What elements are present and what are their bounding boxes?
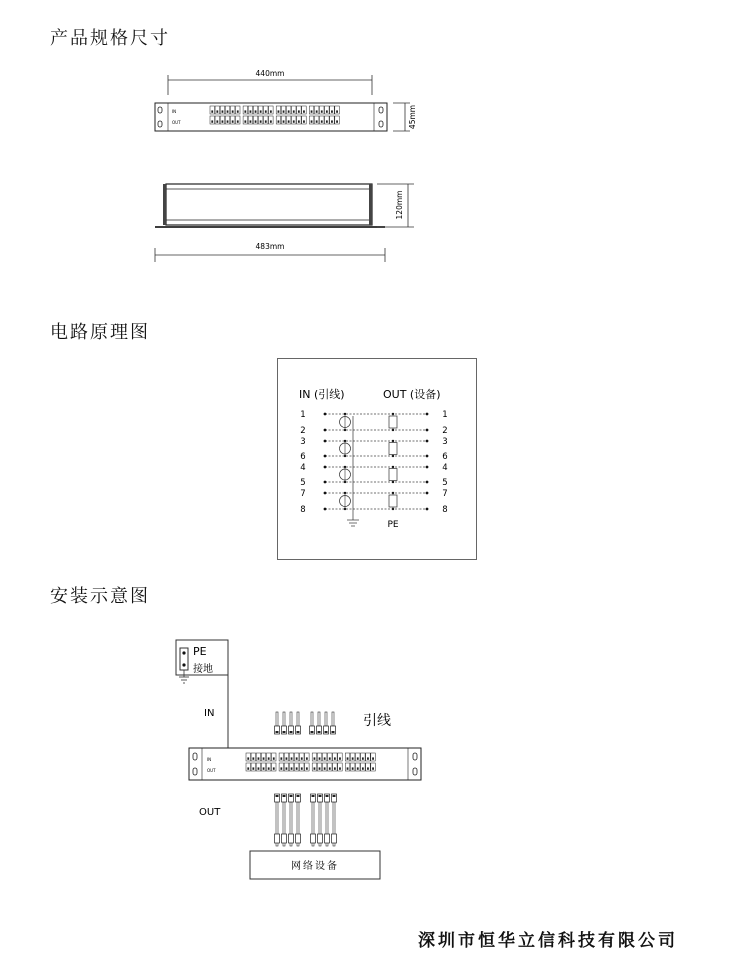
patch-cable	[276, 712, 278, 726]
rj45-plug	[289, 834, 294, 843]
rj45-port-tab	[255, 120, 257, 122]
patch-cable	[290, 712, 292, 726]
circuit-pe-label: PE	[387, 520, 399, 530]
rj45-port-tab	[286, 757, 288, 759]
rj45-port-tab	[296, 767, 298, 769]
front-out-label: OUT	[172, 120, 181, 125]
rj45-port-tab	[314, 757, 316, 759]
company-name: 深圳市恒华立信科技有限公司	[418, 931, 678, 951]
rj45-port-tab	[303, 120, 305, 122]
rj45-port-tab	[367, 757, 369, 759]
pin-label-in: 8	[300, 505, 306, 515]
pin-label-in: 1	[300, 410, 306, 420]
circuit-out-label: OUT (设备)	[383, 388, 441, 401]
pin-label-in: 3	[300, 437, 306, 447]
circuit-in-label: IN (引线)	[299, 388, 345, 401]
rj45-port-tab	[278, 120, 280, 122]
terminal-dot	[426, 508, 429, 511]
rj45-port-tab	[357, 767, 359, 769]
rj45-port-tab	[314, 767, 316, 769]
rj45-plug	[318, 834, 323, 843]
rj45-port-tab	[319, 757, 321, 759]
patch-cable	[283, 712, 285, 726]
install-lead-label: 引线	[363, 713, 391, 729]
rj45-port-tab	[331, 120, 333, 122]
rj45-plug	[275, 834, 280, 843]
rj45-port-tab	[324, 767, 326, 769]
rj45-port-tab	[283, 120, 285, 122]
terminal-dot	[426, 455, 429, 458]
terminal-dot	[324, 455, 327, 458]
rj45-port-tab	[334, 767, 336, 769]
tvs-diode	[389, 416, 397, 428]
rj45-port-tab	[339, 767, 341, 769]
rj45-port-tab	[211, 110, 213, 112]
rj45-port-tab	[283, 110, 285, 112]
rj45-port-tab	[258, 757, 260, 759]
pin-label-in: 6	[300, 452, 306, 462]
rj45-port-tab	[311, 120, 313, 122]
rj45-port-tab	[288, 110, 290, 112]
input-cables	[275, 712, 336, 734]
rj45-port-tab	[291, 767, 293, 769]
rj45-port-tab	[263, 757, 265, 759]
dim-width-side-label: 483mm	[255, 242, 285, 251]
dim-height-front-label: 45mm	[408, 104, 417, 130]
pin-label-out: 5	[442, 478, 448, 488]
patch-cable	[297, 712, 299, 726]
rj45-port-tab	[244, 120, 246, 122]
terminal-dot	[324, 429, 327, 432]
terminal-dot	[324, 440, 327, 443]
rj45-port-tab	[280, 757, 282, 759]
rj45-port-tab	[293, 120, 295, 122]
rj45-port-tab	[306, 757, 308, 759]
pin-label-in: 2	[300, 426, 306, 436]
pe-ground-box	[176, 640, 228, 683]
output-cables	[275, 794, 337, 846]
rj45-port-tab	[301, 767, 303, 769]
rj45-port-tab	[216, 110, 218, 112]
rj45-port-tab	[265, 120, 267, 122]
rj45-port-tab	[329, 757, 331, 759]
pin-label-out: 7	[442, 489, 448, 499]
rj45-port-tab	[227, 110, 229, 112]
rj45-plug	[296, 834, 301, 843]
rj45-port-tab	[250, 110, 252, 112]
rj45-port-tab	[331, 110, 333, 112]
rj45-port-tab	[301, 757, 303, 759]
pin-label-out: 6	[442, 452, 448, 462]
rj45-port-tab	[265, 110, 267, 112]
rj45-port-tab	[252, 757, 254, 759]
patch-cable	[332, 712, 334, 726]
rj45-port-tab	[270, 110, 272, 112]
pin-label-in: 4	[300, 463, 306, 473]
pin-label-out: 2	[442, 426, 448, 436]
rj45-port-tab	[237, 120, 239, 122]
rj45-port-tab	[270, 120, 272, 122]
patch-cable	[318, 712, 320, 726]
rj45-port-tab	[227, 120, 229, 122]
rj45-port-tab	[298, 110, 300, 112]
rj45-port-tab	[326, 120, 328, 122]
install-out-label: OUT	[199, 807, 221, 818]
rj45-port-tab	[372, 767, 374, 769]
rj45-port-tab	[211, 120, 213, 122]
rj45-port-tab	[280, 767, 282, 769]
rj45-port-tab	[268, 767, 270, 769]
terminal-dot	[426, 413, 429, 416]
rj45-port-tab	[339, 757, 341, 759]
pin-label-out: 8	[442, 505, 448, 515]
rj45-port-tab	[362, 767, 364, 769]
rj45-port-tab	[288, 120, 290, 122]
rj45-port-tab	[334, 757, 336, 759]
install-in-label: IN	[204, 708, 215, 719]
rj45-port-tab	[336, 110, 338, 112]
rj45-port-tab	[311, 110, 313, 112]
section-title-circuit: 电路原理图	[50, 322, 150, 343]
rj45-port-tab	[232, 120, 234, 122]
terminal-dot	[324, 508, 327, 511]
rj45-port-tab	[237, 110, 239, 112]
install-pe-label: PE	[193, 645, 207, 658]
rj45-port-tab	[273, 757, 275, 759]
dim-width-front-label: 440mm	[255, 69, 285, 78]
rj45-port-tab	[316, 120, 318, 122]
rj45-port-tab	[260, 120, 262, 122]
rj45-plug	[325, 834, 330, 843]
pin-label-out: 3	[442, 437, 448, 447]
rj45-port-tab	[352, 757, 354, 759]
section-title-install: 安装示意图	[50, 586, 150, 607]
rj45-port-tab	[258, 767, 260, 769]
rj45-port-tab	[291, 757, 293, 759]
rj45-port-tab	[324, 757, 326, 759]
dimension-drawing	[0, 0, 750, 300]
rj45-port-tab	[296, 757, 298, 759]
dim-depth-side-label: 120mm	[395, 190, 404, 220]
rj45-port-tab	[303, 110, 305, 112]
rj45-port-tab	[306, 767, 308, 769]
rj45-port-tab	[372, 757, 374, 759]
circuit-diagram	[277, 358, 477, 560]
rj45-port-tab	[357, 757, 359, 759]
rj45-port-tab	[255, 110, 257, 112]
rj45-port-tab	[319, 767, 321, 769]
rj45-port-tab	[252, 767, 254, 769]
rj45-port-tab	[263, 767, 265, 769]
rj45-port-tab	[278, 110, 280, 112]
rj45-port-tab	[326, 110, 328, 112]
rj45-plug	[332, 834, 337, 843]
terminal-dot	[426, 466, 429, 469]
terminal-dot	[324, 413, 327, 416]
terminal-dot	[426, 492, 429, 495]
rj45-port-tab	[222, 110, 224, 112]
rj45-port-tab	[367, 767, 369, 769]
pin-label-in: 7	[300, 489, 306, 499]
tvs-diode	[389, 469, 397, 481]
install-diagram	[0, 620, 750, 890]
rj45-port-tab	[273, 767, 275, 769]
terminal-dot	[426, 429, 429, 432]
rj45-port-tab	[247, 757, 249, 759]
rj45-port-tab	[352, 767, 354, 769]
network-device-label: 网络设备	[291, 861, 339, 872]
rj45-port-tab	[293, 110, 295, 112]
patch-cable	[325, 712, 327, 726]
rj45-port-tab	[336, 120, 338, 122]
side-view	[155, 184, 385, 227]
rj45-port-tab	[316, 110, 318, 112]
rj45-port-tab	[222, 120, 224, 122]
tvs-diode	[389, 495, 397, 507]
tvs-diode	[389, 443, 397, 455]
rj45-port-tab	[244, 110, 246, 112]
rj45-port-tab	[321, 120, 323, 122]
pin-label-out: 4	[442, 463, 448, 473]
pin-label-in: 5	[300, 478, 306, 488]
terminal-dot	[426, 440, 429, 443]
rj45-port-tab	[232, 110, 234, 112]
rj45-port-tab	[362, 757, 364, 759]
terminal-dot	[324, 492, 327, 495]
terminal-dot	[426, 481, 429, 484]
rj45-plug	[282, 834, 287, 843]
rj45-plug	[311, 834, 316, 843]
rj45-port-tab	[347, 767, 349, 769]
install-panel	[189, 748, 421, 780]
terminal-dot	[324, 481, 327, 484]
rj45-port-tab	[298, 120, 300, 122]
rj45-port-tab	[329, 767, 331, 769]
section-title-dimensions: 产品规格尺寸	[50, 28, 170, 49]
rj45-port-tab	[216, 120, 218, 122]
rj45-port-tab	[268, 757, 270, 759]
install-ground-label: 接地	[193, 664, 213, 675]
rj45-port-tab	[347, 757, 349, 759]
front-panel	[155, 103, 387, 131]
install-panel-out-label: OUT	[207, 768, 216, 773]
front-in-label: IN	[172, 109, 177, 114]
pin-label-out: 1	[442, 410, 448, 420]
rj45-port-tab	[321, 110, 323, 112]
rj45-port-tab	[260, 110, 262, 112]
rj45-port-tab	[286, 767, 288, 769]
rj45-port-tab	[250, 120, 252, 122]
patch-cable	[311, 712, 313, 726]
rj45-port-tab	[247, 767, 249, 769]
terminal-dot	[324, 466, 327, 469]
install-panel-in-label: IN	[207, 757, 212, 762]
